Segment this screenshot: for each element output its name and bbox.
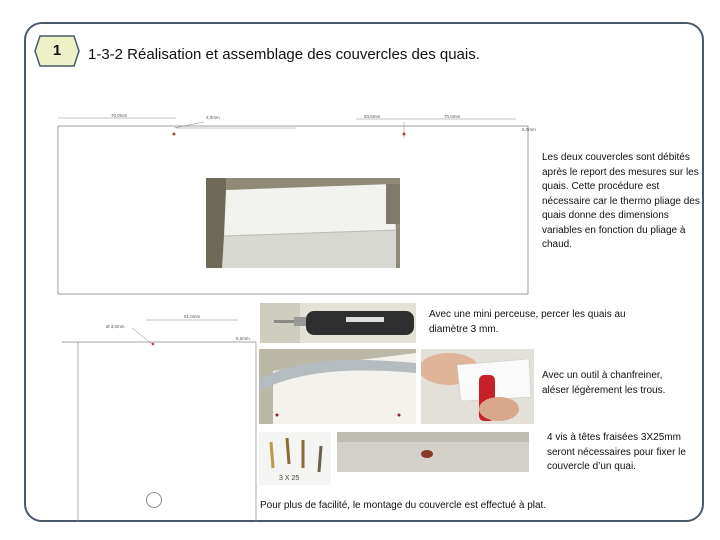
dim-5-bottom: 5,0mm [236,336,250,341]
dim-70-left: 70,0mm [111,113,128,118]
chamfer-tool-photo [421,349,534,424]
bottom-technical-drawing [60,308,260,522]
dim-diameter: Ø 3,0mm [106,324,125,329]
paragraph-cut: Les deux couvercles sont débités après le report des mesures sur les quais. Cette procédure est nécessaire car le thermo pliage des quais donne des dimensions variables en fonction du pliage à chaud. [542,152,700,250]
drilled-quai-photo [259,349,416,424]
dim-83: 83,5mm [364,114,381,119]
dim-5: 5,0mm [522,127,536,132]
dim-51: 51,0mm [184,314,201,319]
page-title: 1-3-2 Réalisation et assemblage des couvercles des quais. [88,46,480,63]
dim-70-right: 70,0mm [444,114,461,119]
paragraph-flat: Pour plus de facilité, le montage du couvercle est effectué à plat. [260,500,547,511]
slide-number-badge [34,35,80,67]
slide-number: 1 [52,42,62,59]
paragraph-chamfer: Avec un outil à chanfreiner, aléser légèrement les trous. [542,370,666,396]
screw-size-label: 3 X 25 [279,475,300,482]
dim-3: 3,0mm [206,115,220,120]
paragraph-screws: 4 vis à têtes fraisées 3X25mm seront nécessaires pour fixer le couvercle d’un quai. [547,432,686,472]
lid-photo [206,178,400,268]
paragraph-drill: Avec une mini perceuse, percer les quais au diamètre 3 mm. [429,309,626,335]
drill-photo [260,303,416,343]
chamfered-hole-photo [337,432,529,472]
screws-photo [259,432,331,485]
